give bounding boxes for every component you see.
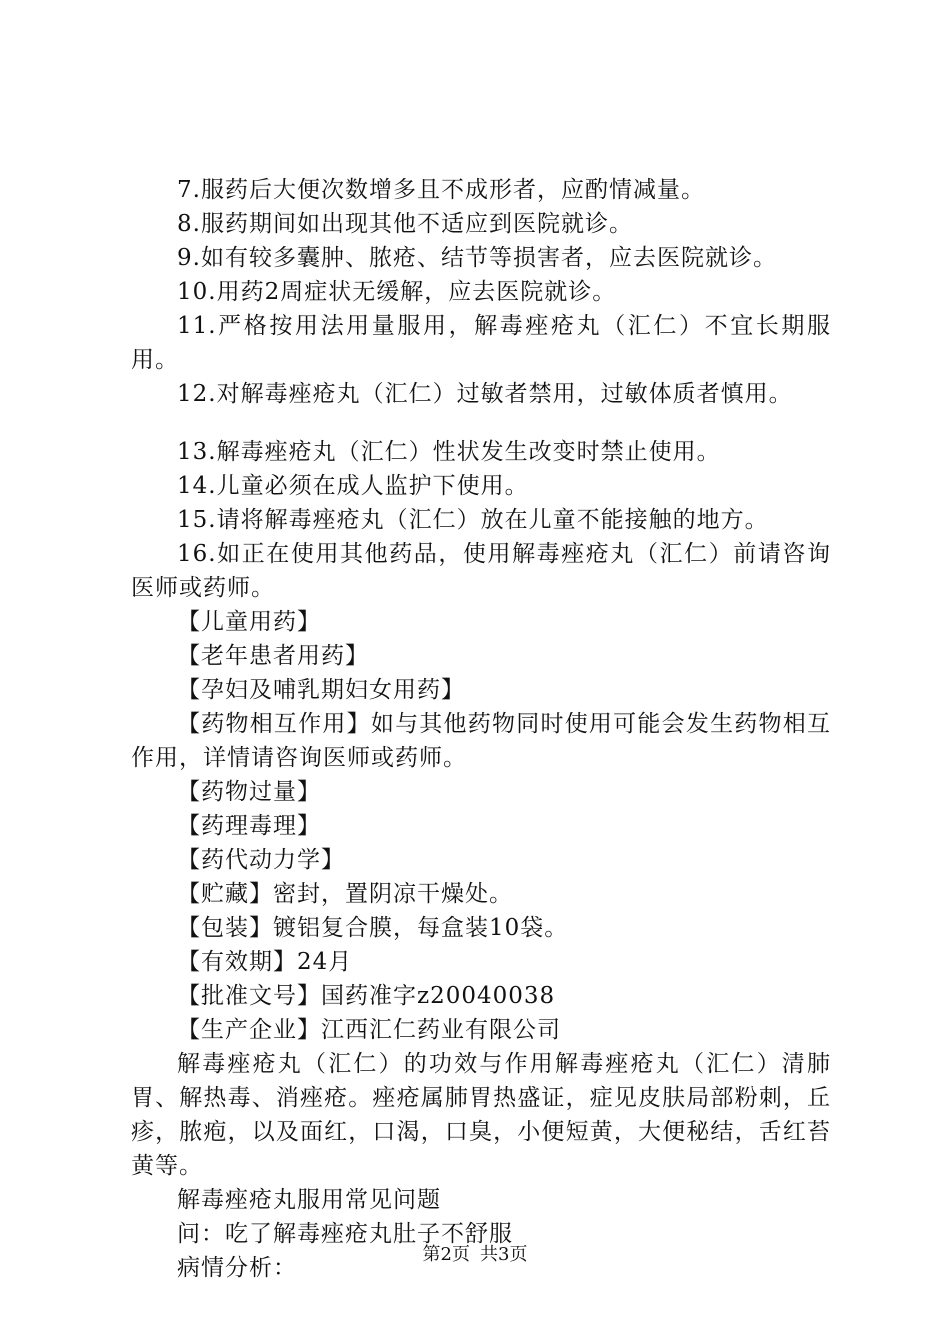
paragraph-analysis: 病情分析： bbox=[177, 1255, 297, 1281]
section-drug-interactions: 【药物相互作用】如与其他药物同时使用可能会发生药物相互作用，详情请咨询医师或药师。 bbox=[131, 711, 831, 771]
paragraph-14: 14.儿童必须在成人监护下使用。 bbox=[177, 473, 529, 499]
paragraph-8: 8.服药期间如出现其他不适应到医院就诊。 bbox=[177, 211, 633, 237]
section-approval-number: 【批准文号】国药准字z20040038 bbox=[177, 983, 556, 1009]
section-children-medication: 【儿童用药】 bbox=[177, 609, 321, 635]
paragraph-efficacy: 解毒痤疮丸（汇仁）的功效与作用解毒痤疮丸（汇仁）清肺胃、解热毒、消痤疮。痤疮属肺胃热盛证，症见皮肤局部粉刺，丘疹，脓疱，以及面红，口渴，口臭，小便短黄，大便秘结，舌红苔黄等。 bbox=[131, 1051, 831, 1179]
paragraph-10: 10.用药2周症状无缓解，应去医院就诊。 bbox=[177, 279, 617, 305]
section-packaging: 【包装】镀铝复合膜，每盒装10袋。 bbox=[177, 915, 569, 941]
paragraph-13: 13.解毒痤疮丸（汇仁）性状发生改变时禁止使用。 bbox=[177, 439, 721, 465]
paragraph-7: 7.服药后大便次数增多且不成形者，应酌情减量。 bbox=[177, 177, 705, 203]
section-manufacturer: 【生产企业】江西汇仁药业有限公司 bbox=[177, 1017, 561, 1043]
section-pharmacology-toxicology: 【药理毒理】 bbox=[177, 813, 321, 839]
paragraph-9: 9.如有较多囊肿、脓疮、结节等损害者，应去医院就诊。 bbox=[177, 245, 777, 271]
section-pregnancy-lactation: 【孕妇及哺乳期妇女用药】 bbox=[177, 677, 465, 703]
section-pharmacokinetics: 【药代动力学】 bbox=[177, 847, 345, 873]
paragraph-12: 12.对解毒痤疮丸（汇仁）过敏者禁用，过敏体质者慎用。 bbox=[177, 381, 793, 407]
paragraph-question: 问：吃了解毒痤疮丸肚子不舒服 bbox=[177, 1221, 513, 1247]
paragraph-16: 16.如正在使用其他药品，使用解毒痤疮丸（汇仁）前请咨询医师或药师。 bbox=[131, 541, 831, 601]
section-overdose: 【药物过量】 bbox=[177, 779, 321, 805]
document-body bbox=[131, 173, 831, 1285]
section-shelf-life: 【有效期】24月 bbox=[177, 949, 353, 975]
paragraph-faq-heading: 解毒痤疮丸服用常见问题 bbox=[177, 1187, 441, 1213]
page-total: 共3页 bbox=[480, 1244, 528, 1265]
paragraph-15: 15.请将解毒痤疮丸（汇仁）放在儿童不能接触的地方。 bbox=[177, 507, 769, 533]
paragraph-11: 11.严格按用法用量服用，解毒痤疮丸（汇仁）不宜长期服用。 bbox=[131, 313, 831, 373]
section-elderly-medication: 【老年患者用药】 bbox=[177, 643, 369, 669]
page-number: 第2页 bbox=[422, 1244, 470, 1265]
section-storage: 【贮藏】密封，置阴凉干燥处。 bbox=[177, 881, 513, 907]
page-footer bbox=[0, 1243, 950, 1267]
